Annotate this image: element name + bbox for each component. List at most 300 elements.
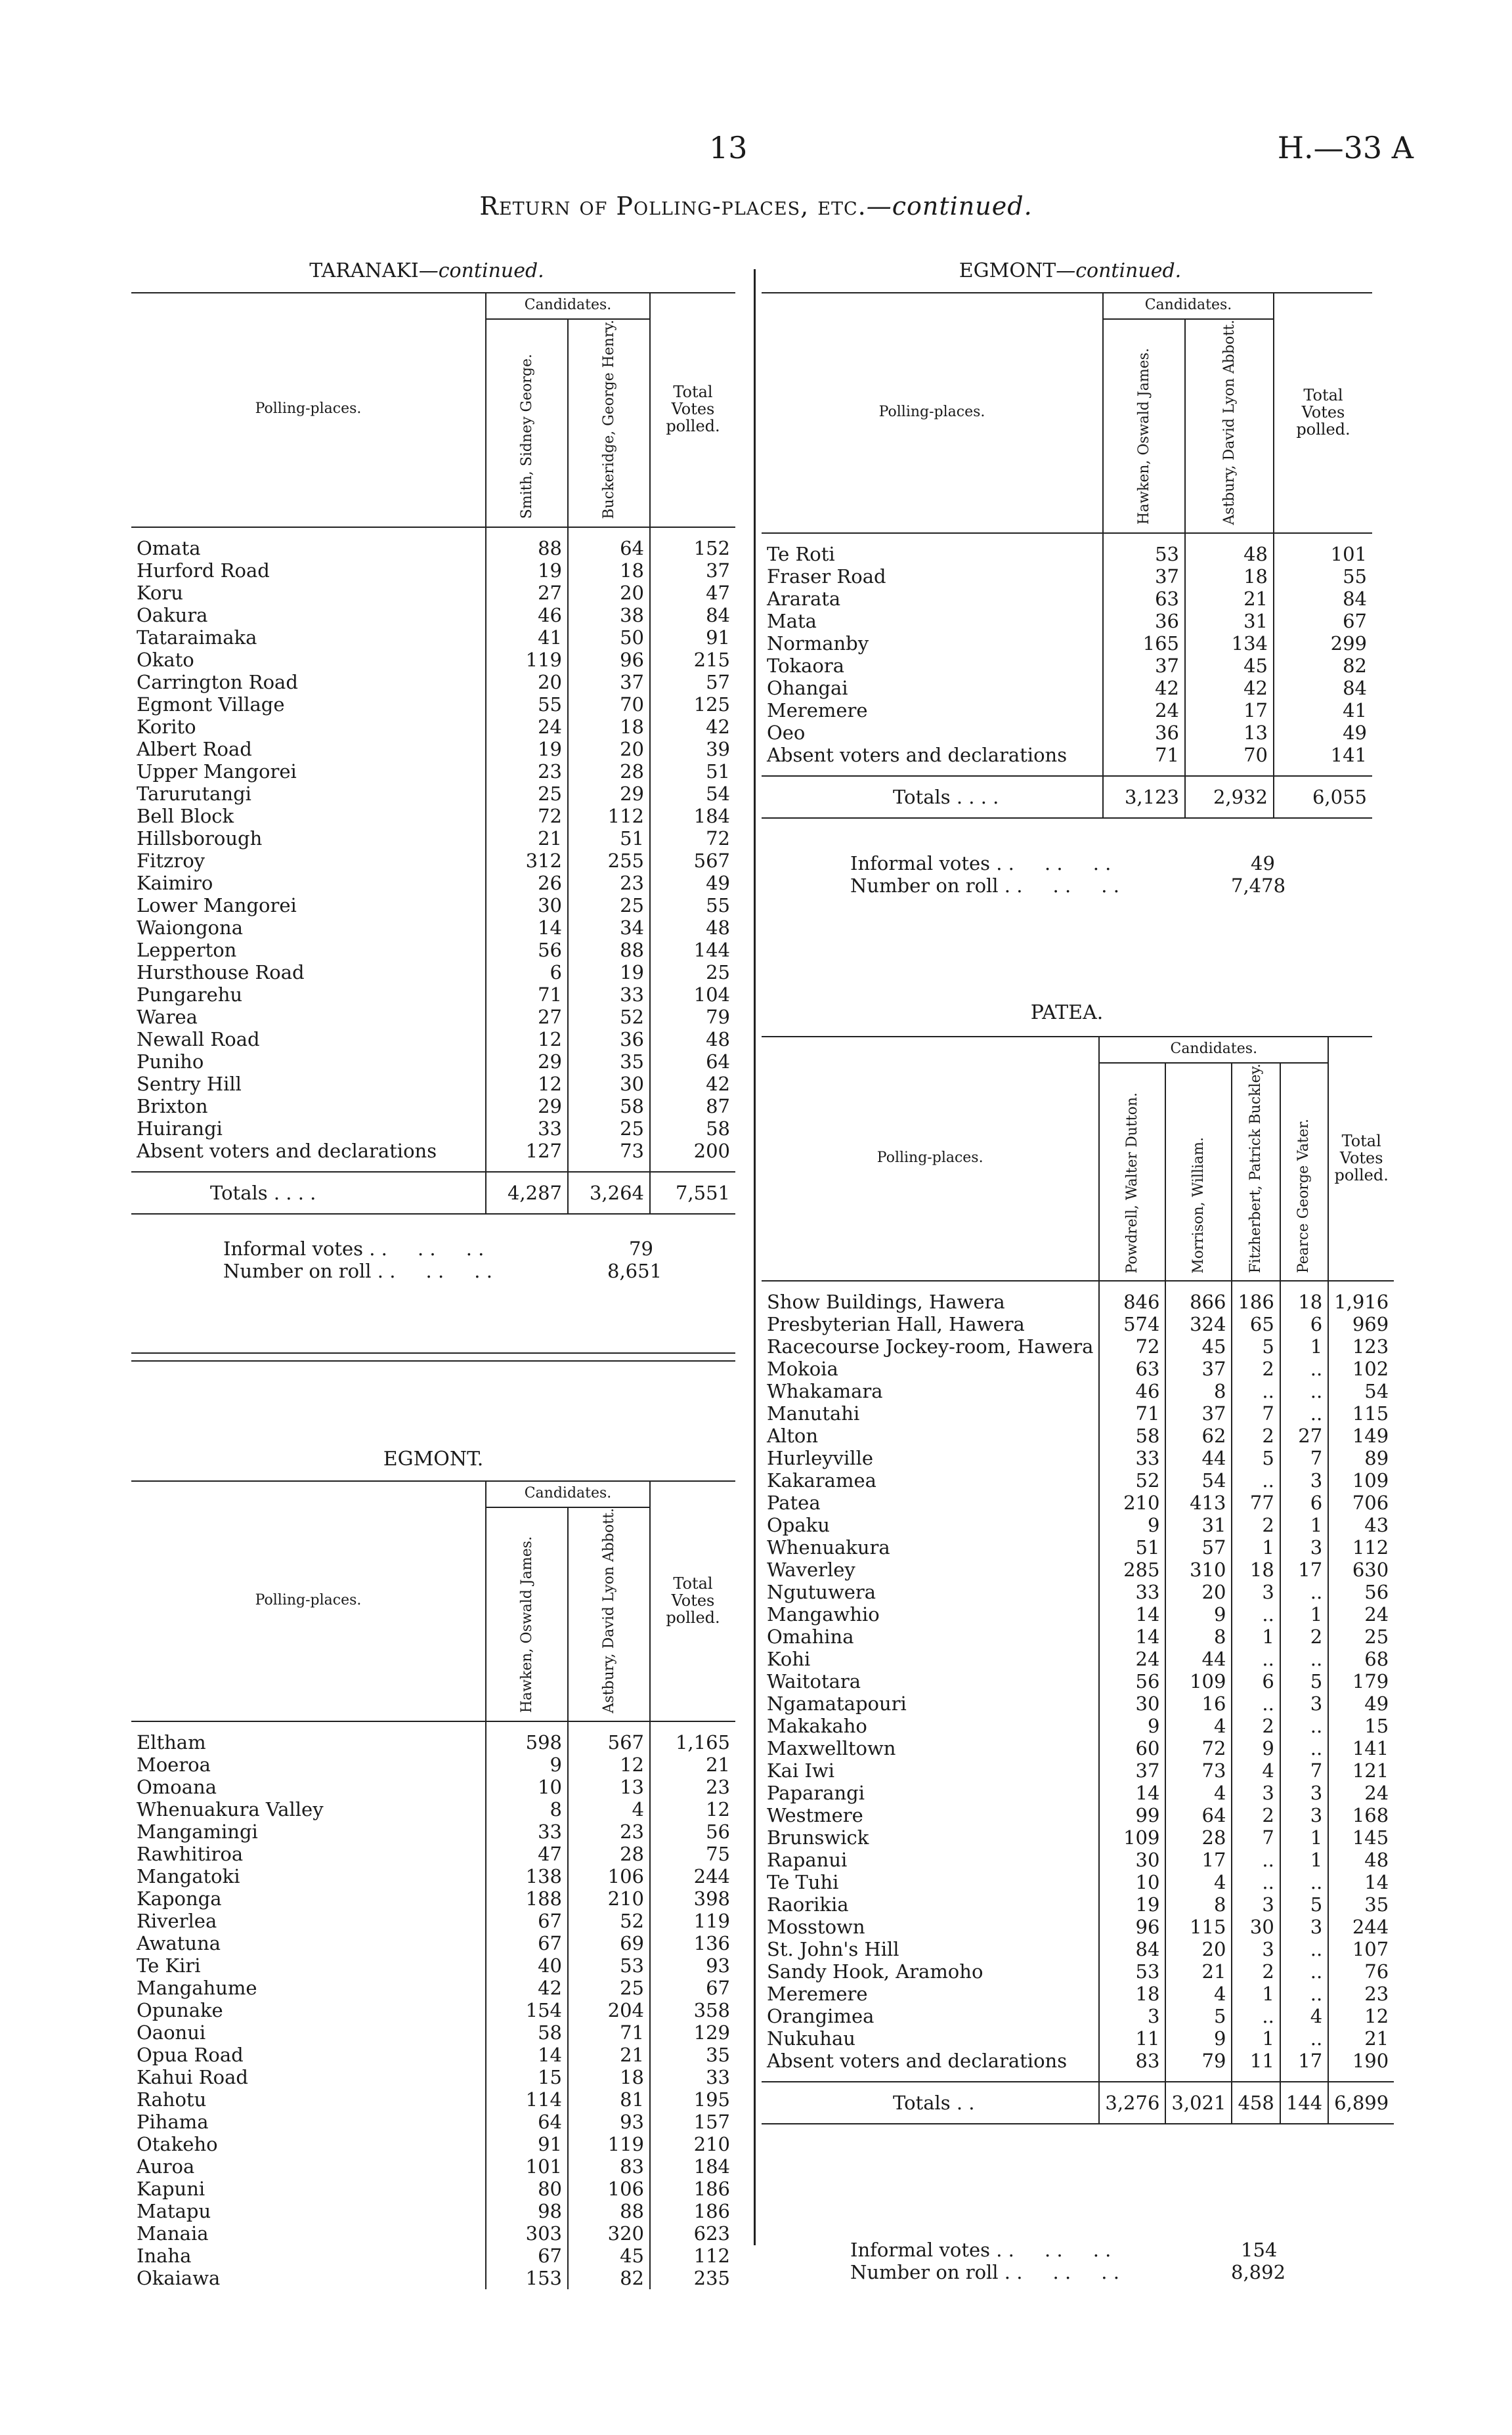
candidate-2-votes-cell: 23: [568, 1821, 650, 1843]
candidate-2-votes-cell: 31: [1165, 1514, 1232, 1536]
polling-place-name: Ngamatapouri: [767, 1692, 907, 1715]
table-row: [131, 1954, 735, 1977]
table-row: [762, 1938, 1394, 1960]
polling-place-name: Korito: [137, 715, 196, 738]
total-votes-cell: 184: [693, 804, 730, 827]
total-votes-cell: 82: [1343, 654, 1367, 677]
candidate-2-votes-cell: 21: [1185, 588, 1274, 610]
polling-place-name: Te Tuhi: [767, 1871, 839, 1894]
table-row: [131, 1095, 735, 1117]
total-votes-cell: 33: [706, 2065, 730, 2088]
polling-place-name: Moeroa: [137, 1753, 211, 1776]
polling-place-name: Pihama: [137, 2110, 209, 2133]
candidate-1-votes-cell: 14: [1099, 1626, 1165, 1648]
candidate-3-votes-cell: 2: [1232, 1960, 1280, 1983]
candidate-1-votes-cell: 80: [486, 2178, 568, 2200]
total-votes-cell: 24: [1364, 1782, 1389, 1805]
table-row: [762, 1469, 1394, 1492]
candidate-1-votes-cell: 9: [1099, 1715, 1165, 1737]
candidate-1-votes-cell: 71: [1103, 744, 1185, 766]
table-row: [762, 1804, 1394, 1826]
table-row: [762, 1581, 1394, 1603]
candidate-4-votes-cell: 3: [1280, 1916, 1328, 1938]
candidate-2-votes-cell: 53: [568, 1954, 650, 1977]
candidate-4-votes-cell: ..: [1280, 1402, 1328, 1425]
candidate-2-votes-cell: 310: [1165, 1559, 1232, 1581]
candidate-2-votes-cell: 204: [568, 1999, 650, 2021]
candidate-1-votes-cell: 19: [1099, 1893, 1165, 1916]
polling-place-name: Kohi: [767, 1648, 811, 1671]
polling-place-name: Whakamara: [767, 1380, 883, 1403]
total-votes-cell: 152: [693, 536, 730, 559]
table-row: [131, 827, 735, 850]
total-votes-cell: 37: [706, 559, 730, 582]
candidate-1-votes-cell: 6: [486, 961, 568, 983]
table-row: [762, 1603, 1394, 1626]
candidate-4-votes-cell: ..: [1280, 1581, 1328, 1603]
polling-place-name: Fitzroy: [137, 849, 205, 872]
candidate-2-votes-cell: 109: [1165, 1670, 1232, 1692]
total-votes-cell: 41: [1343, 699, 1367, 722]
table-row: [131, 2267, 735, 2289]
table-row: [762, 699, 1372, 722]
table-row: [762, 1425, 1394, 1447]
candidate-3-votes-cell: ..: [1232, 1380, 1280, 1402]
polling-place-name: Carrington Road: [137, 670, 298, 693]
totals-label: Totals: [893, 2092, 951, 2115]
egmont-title: EGMONT.: [383, 1448, 484, 1471]
candidate-4-votes-cell: 3: [1280, 1782, 1328, 1804]
informal-label: Informal votes: [850, 852, 991, 874]
polling-place-name: Mangatoki: [137, 1864, 240, 1887]
table-row: [762, 565, 1372, 588]
totals-candidate-2: 2,932: [1185, 776, 1274, 818]
total-votes-cell: 115: [1352, 1402, 1389, 1425]
total-votes-cell: 89: [1364, 1447, 1389, 1470]
candidate-1-votes-cell: 56: [1099, 1670, 1165, 1692]
candidate-1-votes-cell: 55: [486, 693, 568, 716]
table-row: [131, 2088, 735, 2111]
total-votes-cell: 39: [706, 737, 730, 760]
candidate-1-votes-cell: 53: [1099, 1960, 1165, 1983]
table-row: [131, 2044, 735, 2066]
candidate-3-votes-cell: ..: [1232, 2005, 1280, 2027]
candidate-2-header: Morrison, William.: [1190, 1136, 1207, 1274]
candidate-1-votes-cell: 109: [1099, 1826, 1165, 1849]
candidate-2-votes-cell: 106: [568, 2178, 650, 2200]
candidate-1-votes-cell: 11: [1099, 2027, 1165, 2050]
candidate-1-votes-cell: 29: [486, 1095, 568, 1117]
table-row: [131, 805, 735, 827]
total-votes-cell: 184: [693, 2155, 730, 2178]
candidate-3-votes-cell: 3: [1232, 1938, 1280, 1960]
polling-place-name: Rawhitiroa: [137, 1842, 244, 1865]
candidate-3-votes-cell: 9: [1232, 1737, 1280, 1759]
candidate-1-votes-cell: 71: [486, 983, 568, 1006]
table-row: [131, 2155, 735, 2178]
candidate-1-votes-cell: 26: [486, 872, 568, 894]
table-row: [762, 1983, 1394, 2005]
table-row: [762, 1492, 1394, 1514]
candidate-2-votes-cell: 45: [1165, 1335, 1232, 1358]
candidate-2-header: Buckeridge, George Henry.: [600, 320, 617, 519]
candidate-2-votes-cell: 13: [1185, 722, 1274, 744]
total-votes-cell: 68: [1364, 1648, 1389, 1671]
page-title-continued: —continued.: [866, 192, 1033, 221]
table-row: [131, 2245, 735, 2267]
total-votes-cell: 136: [693, 1931, 730, 1954]
candidate-1-votes-cell: 51: [1099, 1536, 1165, 1559]
candidate-1-votes-cell: 846: [1099, 1291, 1165, 1313]
table-row: [131, 894, 735, 916]
separator-rule: [131, 1352, 735, 1354]
candidate-3-votes-cell: 18: [1232, 1559, 1280, 1581]
total-votes-cell: 25: [706, 960, 730, 983]
candidate-3-votes-cell: 11: [1232, 2050, 1280, 2072]
polling-place-name: Inaha: [137, 2244, 192, 2267]
table-row: [762, 1402, 1394, 1425]
candidate-3-votes-cell: 30: [1232, 1916, 1280, 1938]
candidate-1-votes-cell: 83: [1099, 2050, 1165, 2072]
candidate-2-votes-cell: 37: [1165, 1358, 1232, 1380]
total-votes-cell: 125: [693, 693, 730, 716]
candidate-2-votes-cell: 4: [568, 1798, 650, 1821]
candidate-2-votes-cell: 19: [568, 961, 650, 983]
candidates-header: Candidates.: [1103, 292, 1274, 319]
table-row: [131, 760, 735, 783]
total-votes-cell: 42: [706, 1072, 730, 1095]
candidate-2-votes-cell: 4: [1165, 1782, 1232, 1804]
table-row: [131, 2222, 735, 2245]
candidate-4-votes-cell: 17: [1280, 2050, 1328, 2072]
totals-all: 6,899: [1328, 2082, 1394, 2124]
patea-table: [762, 1036, 1394, 2124]
total-votes-cell: 12: [706, 1798, 730, 1821]
total-votes-cell: 112: [693, 2244, 730, 2267]
polling-place-name: Normanby: [767, 632, 869, 655]
candidate-4-votes-cell: 27: [1280, 1425, 1328, 1447]
egmont-table: [131, 1480, 735, 2289]
candidate-4-votes-cell: 17: [1280, 1559, 1328, 1581]
polling-place-name: Hurleyville: [767, 1447, 874, 1470]
polling-place-name: Maxwelltown: [767, 1737, 896, 1760]
patea-rows: [762, 1281, 1394, 2072]
candidate-1-votes-cell: 188: [486, 1887, 568, 1910]
candidate-1-votes-cell: 24: [1103, 699, 1185, 722]
total-votes-cell: 244: [1352, 1916, 1389, 1939]
candidate-3-votes-cell: 65: [1232, 1313, 1280, 1335]
total-votes-cell: 67: [1343, 609, 1367, 632]
candidate-4-votes-cell: 3: [1280, 1692, 1328, 1715]
candidate-1-votes-cell: 23: [486, 760, 568, 783]
candidate-3-votes-cell: 77: [1232, 1492, 1280, 1514]
polling-place-name: Mosstown: [767, 1916, 865, 1939]
table-row: [131, 582, 735, 604]
candidate-1-votes-cell: 64: [486, 2111, 568, 2133]
total-votes-cell: 168: [1352, 1804, 1389, 1827]
candidate-4-votes-cell: 1: [1280, 1335, 1328, 1358]
candidate-2-votes-cell: 54: [1165, 1469, 1232, 1492]
table-row: [762, 1916, 1394, 1938]
totals-candidate-1: 3,276: [1099, 2082, 1165, 2124]
table-row: [762, 1380, 1394, 1402]
total-votes-cell: 51: [706, 760, 730, 783]
candidate-2-votes-cell: 72: [1165, 1737, 1232, 1759]
candidate-4-votes-cell: 1: [1280, 1514, 1328, 1536]
table-row: [131, 1006, 735, 1028]
table-row: [131, 2066, 735, 2088]
polling-place-name: Warea: [137, 1005, 198, 1028]
candidate-2-votes-cell: 4: [1165, 1715, 1232, 1737]
table-row: [131, 716, 735, 738]
roll-value: 8,651: [607, 1260, 662, 1282]
candidate-1-votes-cell: 36: [1103, 610, 1185, 632]
candidate-1-votes-cell: 63: [1099, 1358, 1165, 1380]
table-row: [762, 1335, 1394, 1358]
candidate-2-votes-cell: 18: [568, 2066, 650, 2088]
candidate-2-votes-cell: 16: [1165, 1692, 1232, 1715]
polling-place-name: Upper Mangorei: [137, 760, 297, 783]
candidate-4-votes-cell: 6: [1280, 1313, 1328, 1335]
candidate-1-votes-cell: 30: [1099, 1849, 1165, 1871]
candidate-1-votes-cell: 598: [486, 1731, 568, 1754]
total-votes-cell: 49: [1364, 1692, 1389, 1715]
candidate-2-votes-cell: 8: [1165, 1380, 1232, 1402]
candidate-1-votes-cell: 37: [1099, 1759, 1165, 1782]
candidate-3-votes-cell: 1: [1232, 1983, 1280, 2005]
table-row: [762, 543, 1372, 565]
table-row: [131, 983, 735, 1006]
candidate-1-votes-cell: 14: [486, 2044, 568, 2066]
polling-place-name: Okato: [137, 648, 194, 671]
candidate-2-votes-cell: 20: [1165, 1938, 1232, 1960]
patea-title: PATEA.: [1030, 1001, 1104, 1024]
candidate-3-votes-cell: 7: [1232, 1826, 1280, 1849]
polling-place-name: Opunake: [137, 1998, 223, 2021]
candidate-4-votes-cell: ..: [1280, 1960, 1328, 1983]
table-row: [762, 1313, 1394, 1335]
total-votes-cell: 630: [1352, 1559, 1389, 1582]
candidate-1-votes-cell: 46: [486, 604, 568, 626]
polling-place-name: Mangawhio: [767, 1603, 880, 1626]
totals-candidate-1: 4,287: [486, 1172, 568, 1214]
candidate-1-votes-cell: 14: [1099, 1603, 1165, 1626]
candidate-3-votes-cell: 2: [1232, 1804, 1280, 1826]
candidate-2-votes-cell: 71: [568, 2021, 650, 2044]
table-row: [762, 2027, 1394, 2050]
table-row: [762, 1670, 1394, 1692]
candidate-1-votes-cell: 3: [1099, 2005, 1165, 2027]
candidate-2-votes-cell: 29: [568, 783, 650, 805]
polling-place-name: Absent voters and declarations: [767, 743, 1068, 766]
total-votes-cell: 107: [1352, 1938, 1389, 1961]
candidate-3-votes-cell: 3: [1232, 1581, 1280, 1603]
column-divider: [754, 269, 756, 2245]
candidate-4-votes-cell: 2: [1280, 1626, 1328, 1648]
candidate-2-votes-cell: 37: [568, 671, 650, 693]
table-row: [131, 939, 735, 961]
candidate-4-votes-cell: ..: [1280, 1871, 1328, 1893]
total-votes-cell: 102: [1352, 1358, 1389, 1381]
polling-place-name: Matapu: [137, 2199, 211, 2222]
candidate-1-votes-cell: 127: [486, 1140, 568, 1162]
candidate-1-votes-cell: 9: [486, 1754, 568, 1776]
candidate-1-votes-cell: 138: [486, 1865, 568, 1887]
candidate-1-votes-cell: 71: [1099, 1402, 1165, 1425]
total-votes-cell: 119: [693, 1909, 730, 1932]
polling-place-name: Kakaramea: [767, 1469, 876, 1492]
polling-place-name: Meremere: [767, 1983, 868, 2006]
polling-place-name: Newall Road: [137, 1027, 260, 1050]
polling-place-name: Westmere: [767, 1804, 863, 1827]
candidate-2-votes-cell: 324: [1165, 1313, 1232, 1335]
candidate-1-votes-cell: 12: [486, 1028, 568, 1050]
candidate-2-votes-cell: 37: [1165, 1402, 1232, 1425]
polling-place-name: Show Buildings, Hawera: [767, 1291, 1005, 1314]
table-row: [762, 655, 1372, 677]
candidate-4-votes-cell: ..: [1280, 1938, 1328, 1960]
candidate-2-votes-cell: 4: [1165, 1983, 1232, 2005]
candidate-2-votes-cell: 88: [568, 2200, 650, 2222]
total-votes-cell: 157: [693, 2110, 730, 2133]
candidate-1-votes-cell: 14: [486, 916, 568, 939]
candidate-4-votes-cell: 7: [1280, 1447, 1328, 1469]
candidate-2-votes-cell: 52: [568, 1006, 650, 1028]
egmont-cont-title: [762, 259, 1379, 282]
table-row: [131, 2178, 735, 2200]
candidate-2-votes-cell: 8: [1165, 1626, 1232, 1648]
total-votes-cell: 84: [706, 603, 730, 626]
candidate-2-votes-cell: 21: [568, 2044, 650, 2066]
table-row: [131, 537, 735, 559]
table-row: [131, 1821, 735, 1843]
total-votes-cell: 15: [1364, 1715, 1389, 1738]
candidate-2-votes-cell: 82: [568, 2267, 650, 2289]
candidate-1-votes-cell: 18: [1099, 1983, 1165, 2005]
polling-place-name: Racecourse Jockey-room, Hawera: [767, 1335, 1094, 1358]
candidate-2-votes-cell: 17: [1165, 1849, 1232, 1871]
roll-value: 8,892: [1231, 2261, 1286, 2283]
table-row: [762, 632, 1372, 655]
total-votes-cell: 200: [693, 1139, 730, 1162]
table-row: [131, 1865, 735, 1887]
candidate-1-votes-cell: 25: [486, 783, 568, 805]
total-votes-cell: 1,165: [675, 1731, 730, 1754]
totals-candidate-4: 144: [1280, 2082, 1328, 2124]
total-votes-cell: 398: [693, 1887, 730, 1910]
egmont-cont-totals-row: Totals . . . . 3,123 2,932 6,055: [762, 776, 1372, 818]
candidate-1-votes-cell: 27: [486, 1006, 568, 1028]
total-votes-cell: 54: [706, 782, 730, 805]
candidate-1-votes-cell: 67: [486, 1932, 568, 1954]
candidate-2-votes-cell: 320: [568, 2222, 650, 2245]
candidate-3-votes-cell: 6: [1232, 1670, 1280, 1692]
total-votes-cell: 235: [693, 2266, 730, 2289]
polling-places-header: Polling-places.: [131, 292, 486, 527]
candidate-1-votes-cell: 58: [486, 2021, 568, 2044]
polling-place-name: Brunswick: [767, 1826, 869, 1849]
candidate-1-votes-cell: 10: [486, 1776, 568, 1798]
polling-place-name: Mangahume: [137, 1976, 257, 1999]
total-votes-cell: 79: [706, 1005, 730, 1028]
candidate-3-votes-cell: 2: [1232, 1425, 1280, 1447]
candidate-2-votes-cell: 58: [568, 1095, 650, 1117]
total-votes-cell: 179: [1352, 1670, 1389, 1693]
total-votes-cell: 190: [1352, 2050, 1389, 2073]
candidate-3-votes-cell: 4: [1232, 1759, 1280, 1782]
polling-place-name: Mokoia: [767, 1358, 838, 1381]
candidate-3-votes-cell: 2: [1232, 1358, 1280, 1380]
candidates-header: Candidates.: [1099, 1036, 1328, 1063]
polling-place-name: Te Roti: [767, 542, 835, 565]
candidate-1-header: Powdrell, Walter Dutton.: [1123, 1092, 1140, 1274]
egmont-cont-title-text: EGMONT: [959, 259, 1056, 282]
polling-place-name: Absent voters and declarations: [137, 1139, 437, 1162]
table-row: [762, 588, 1372, 610]
candidate-1-votes-cell: 24: [1099, 1648, 1165, 1670]
candidate-3-votes-cell: 7: [1232, 1402, 1280, 1425]
roll-label: Number on roll: [223, 1260, 372, 1282]
total-votes-cell: 55: [706, 894, 730, 916]
candidate-1-votes-cell: 52: [1099, 1469, 1165, 1492]
total-votes-cell: 144: [693, 938, 730, 961]
polling-place-name: Oaonui: [137, 2021, 206, 2044]
candidate-4-votes-cell: 5: [1280, 1893, 1328, 1916]
total-votes-header: Total Votes polled.: [1328, 1036, 1394, 1281]
total-votes-cell: 48: [706, 1027, 730, 1050]
informal-value: 79: [629, 1238, 653, 1260]
polling-place-name: Otakeho: [137, 2132, 218, 2155]
candidate-2-votes-cell: 12: [568, 1754, 650, 1776]
total-votes-cell: 186: [693, 2199, 730, 2222]
table-row: [131, 1117, 735, 1140]
total-votes-cell: 48: [1364, 1849, 1389, 1872]
candidate-1-votes-cell: 72: [1099, 1335, 1165, 1358]
candidate-1-votes-cell: 21: [486, 827, 568, 850]
candidate-4-header: Pearce George Vater.: [1295, 1119, 1312, 1274]
candidate-4-votes-cell: ..: [1280, 1380, 1328, 1402]
table-row: [131, 1073, 735, 1095]
total-votes-cell: 969: [1352, 1313, 1389, 1336]
polling-place-name: Whenuakura Valley: [137, 1798, 324, 1821]
total-votes-cell: 23: [1364, 1983, 1389, 2006]
candidate-2-votes-cell: 18: [568, 559, 650, 582]
candidate-1-header: Smith, Sidney George.: [518, 354, 535, 519]
polling-place-name: Sentry Hill: [137, 1072, 242, 1095]
taranaki-informal: Informal votes . . . . . . 79: [223, 1238, 653, 1260]
table-row: [762, 2050, 1394, 2072]
polling-place-name: Manaia: [137, 2222, 209, 2245]
total-votes-cell: 129: [693, 2021, 730, 2044]
total-votes-header: Total Votes polled.: [650, 292, 735, 527]
candidate-1-votes-cell: 15: [486, 2066, 568, 2088]
total-votes-cell: 24: [1364, 1603, 1389, 1626]
total-votes-cell: 141: [1352, 1737, 1389, 1760]
candidate-1-votes-cell: 30: [486, 894, 568, 916]
candidate-3-votes-cell: ..: [1232, 1469, 1280, 1492]
polling-place-name: Kaponga: [137, 1887, 222, 1910]
polling-place-name: Waitotara: [767, 1670, 861, 1693]
table-row: [131, 2200, 735, 2222]
candidate-1-votes-cell: 42: [486, 1977, 568, 1999]
polling-places-header: Polling-places.: [762, 292, 1103, 533]
page-title: [0, 192, 1512, 221]
polling-place-name: Kapuni: [137, 2177, 205, 2200]
candidate-2-votes-cell: 4: [1165, 1871, 1232, 1893]
candidate-1-votes-cell: 29: [486, 1050, 568, 1073]
candidate-2-votes-cell: 44: [1165, 1648, 1232, 1670]
polling-place-name: Ararata: [767, 587, 841, 610]
